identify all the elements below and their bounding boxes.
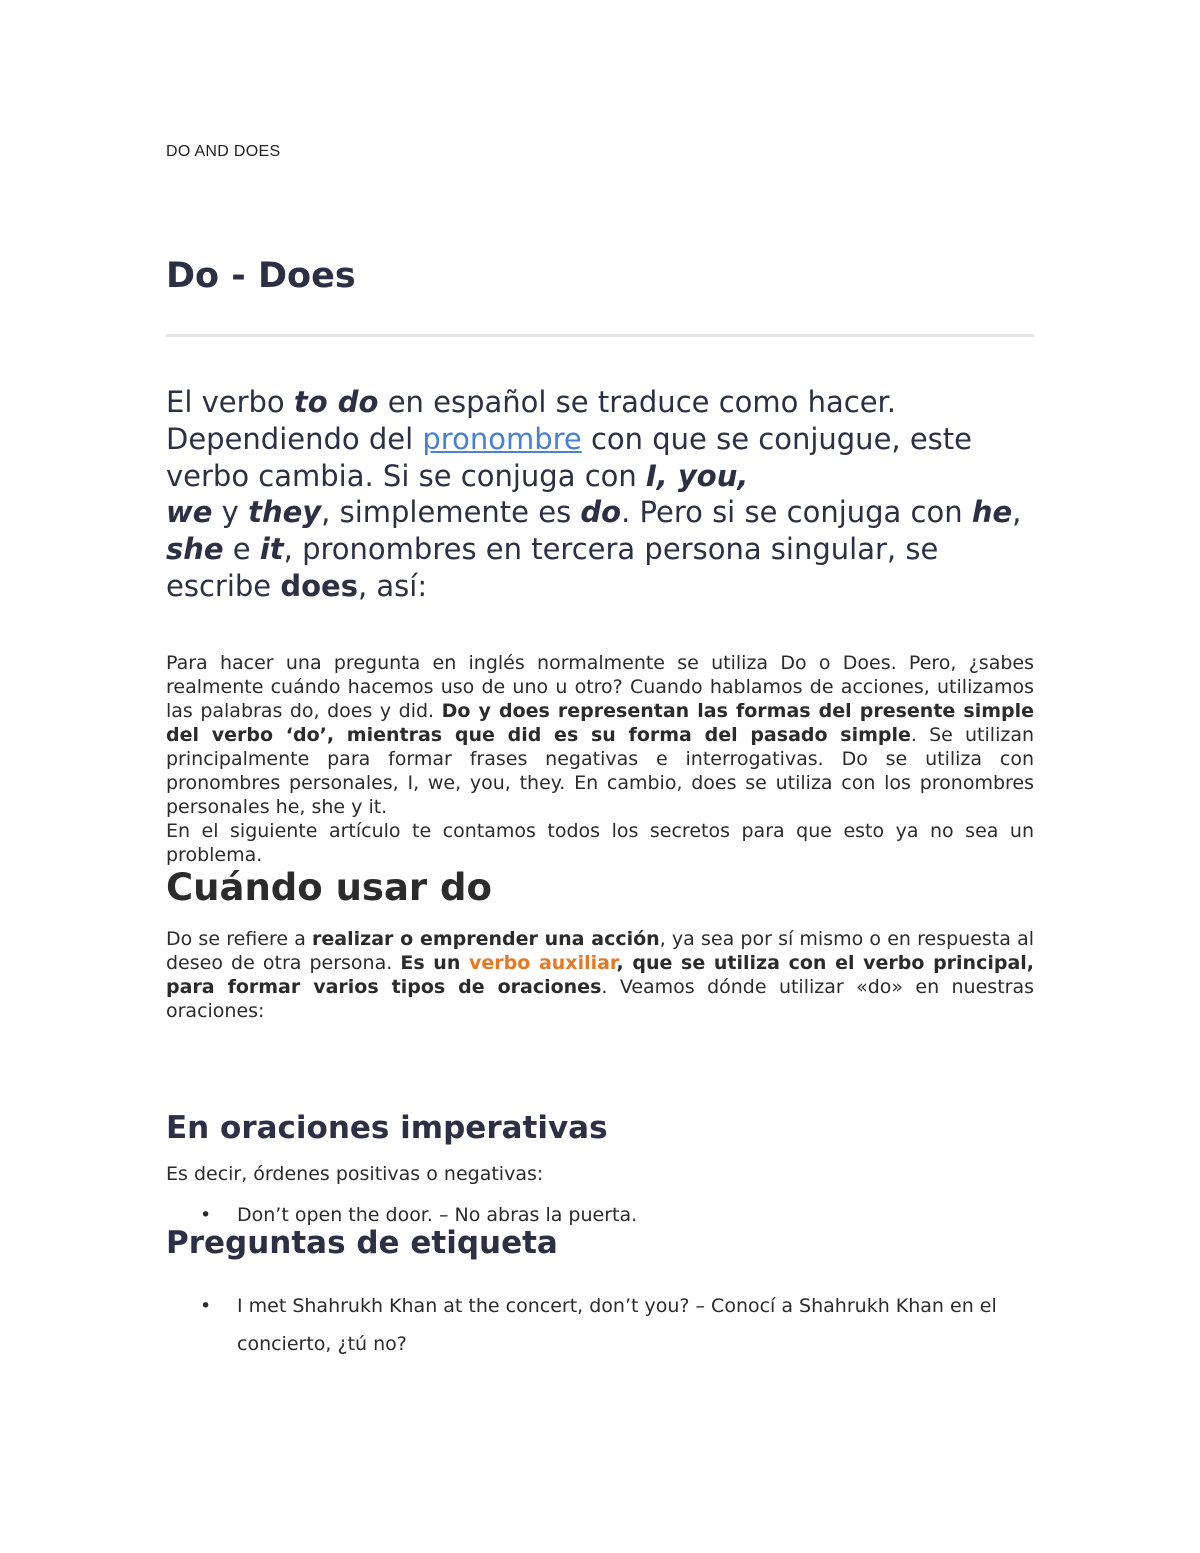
list-item: • Don’t open the door. – No abras la puerta. — [166, 1196, 1034, 1234]
bold-statement: Do y does representan las formas del presente simple del verbo ‘do’, mientras que did es su forma del pasado simple — [166, 700, 1035, 746]
bullet-icon: • — [200, 1295, 212, 1317]
pronombre-link[interactable]: pronombre — [422, 421, 582, 456]
to-do-term: to do — [293, 385, 379, 419]
etiqueta-list — [166, 1287, 1026, 1363]
imperativas-intro: Es decir, órdenes positivas o negativas: — [166, 1163, 544, 1185]
intro-paragraph: El verbo to do en español se traduce como hacer. Dependiendo del pronombre con que se conjugue, este verbo cambia. Si se conjuga con I, you, we y they, simplemente es do. Pero si se conjuga con he, she e it, pronombres en tercera persona singular, se escribe does, así: — [166, 385, 1022, 603]
verbo-auxiliar-link[interactable]: verbo auxiliar — [469, 952, 617, 974]
horizontal-divider — [166, 334, 1034, 337]
explanation-paragraph: Para hacer una pregunta en inglés normalmente se utiliza Do o Does. Pero, ¿sabes realmente cuándo hacemos uso de uno u otro? Cuando hablamos de acciones, utilizamos las palabras do, does y did. Do y does representan las formas del presente simple del verbo ‘do’, mientras que did es su forma del pasado simple. Se utilizan principalmente para formar frases negativas e interrogativas. Do se utiliza con pronombres personales, I, we, you, they. En cambio, does se utiliza con los pronombres personales he, she y it. En el siguiente artículo te contamos todos los secretos para que esto ya no sea un problema. — [166, 652, 1035, 866]
section-heading-cuando: Cuándo usar do — [166, 866, 492, 909]
page-title: Do - Does — [166, 256, 356, 296]
cuando-paragraph: Do se refiere a realizar o emprender una acción, ya sea por sí mismo o en respuesta al deseo de otra persona. Es un verbo auxiliar, que se utiliza con el verbo principal, para formar varios tipos de oraciones. Veamos dónde utilizar «do» en nuestras oraciones: — [166, 928, 1035, 1022]
section-heading-imperativas: En oraciones imperativas — [166, 1110, 608, 1146]
list-item: • I met Shahrukh Khan at the concert, don’t you? – Conocí a Shahrukh Khan en el concierto, ¿tú no? — [166, 1287, 1026, 1363]
document-label: DO AND DOES — [166, 143, 281, 160]
bullet-icon: • — [200, 1204, 212, 1226]
section-heading-etiqueta: Preguntas de etiqueta — [166, 1225, 558, 1261]
